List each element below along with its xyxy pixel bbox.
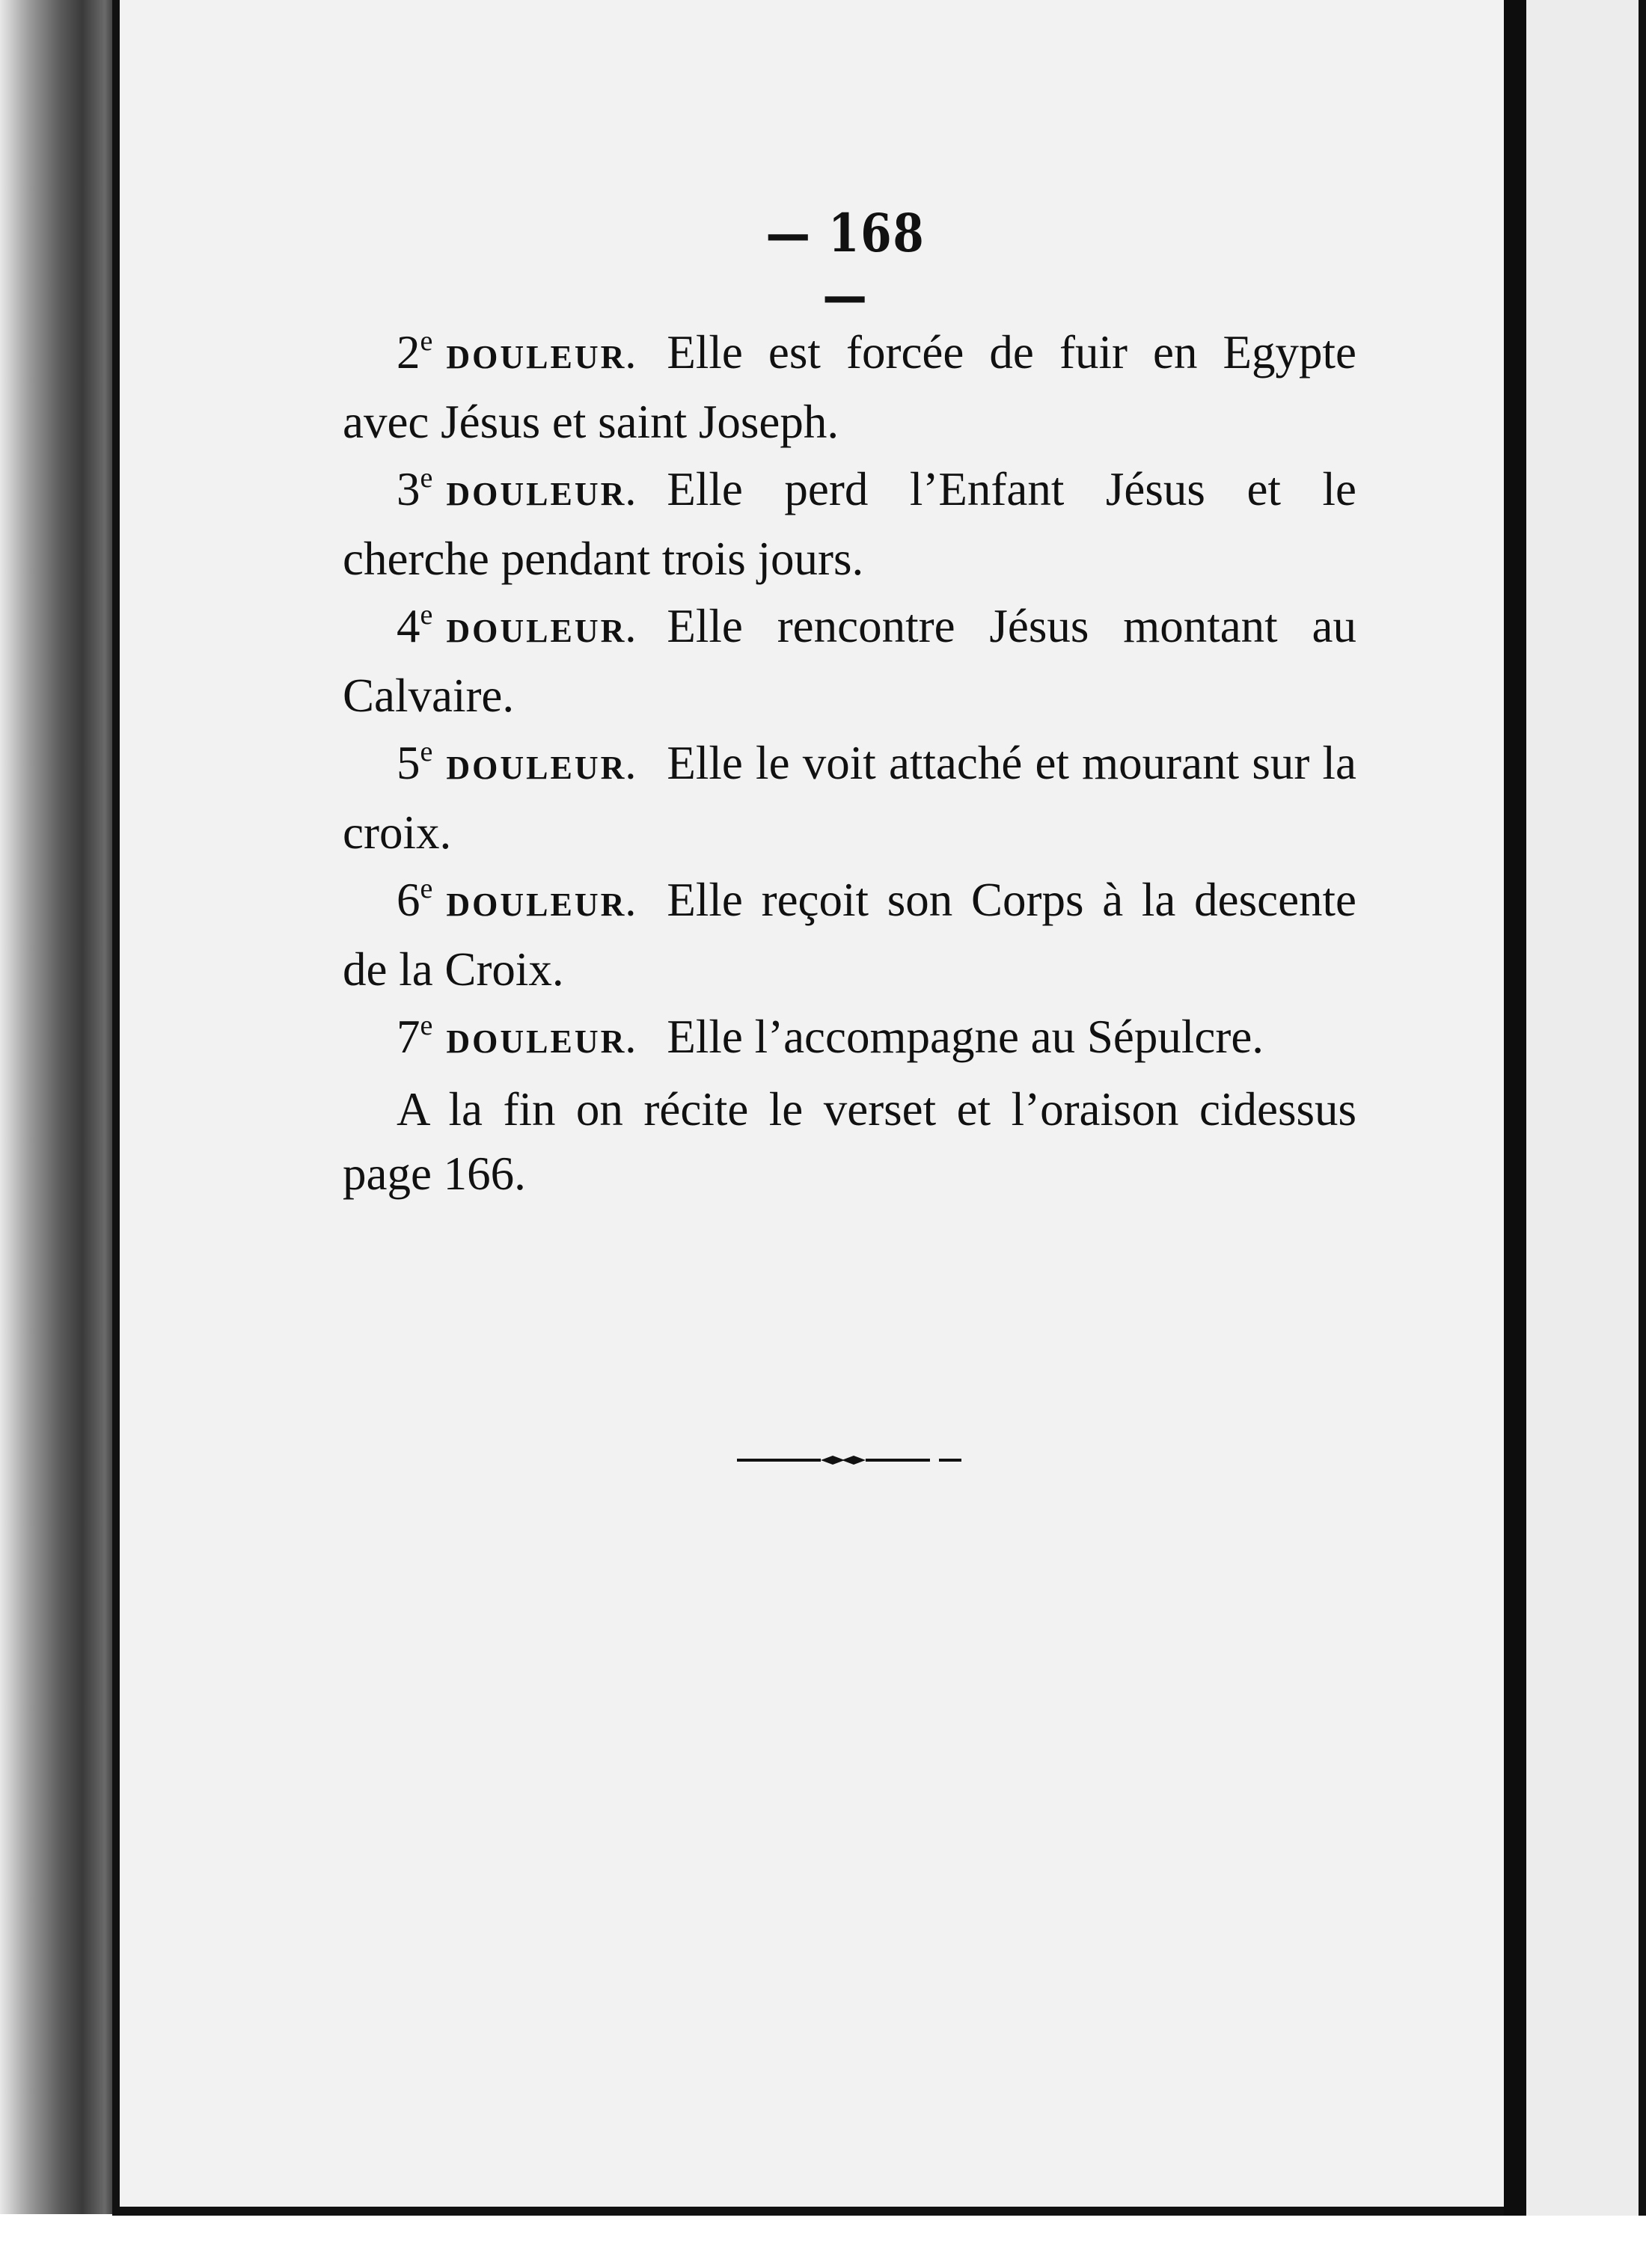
paragraph-text: Elle le voit attaché et mourant sur la croix. (343, 737, 1356, 859)
paragraph-douleur-6 (343, 868, 1356, 1002)
ordinal: 4 (397, 600, 420, 652)
ordinal-suffix: e (420, 1010, 433, 1041)
main-text (343, 320, 1356, 1209)
douleur-label: DOULEUR. (446, 476, 637, 512)
page-right-border (1504, 0, 1526, 2216)
paragraph-douleur-7 (343, 1005, 1356, 1074)
paragraph-text: Elle reçoit son Corps à la descente de la Croix. (343, 874, 1356, 996)
adjacent-page-line (1639, 0, 1646, 2216)
paragraph-text: Elle perd l’Enfant Jésus et le cherche pendant trois jours. (343, 463, 1356, 585)
paragraph-douleur-5 (343, 731, 1356, 865)
ordinal-suffix: e (420, 736, 433, 767)
ordinal-suffix: e (420, 462, 433, 494)
douleur-label: DOULEUR. (446, 1023, 637, 1060)
ordinal-suffix: e (420, 873, 433, 904)
page-bottom-edge (112, 2207, 1519, 2216)
ordinal: 3 (397, 463, 420, 515)
page-number: — 168 — (765, 202, 926, 326)
book-spine (0, 0, 120, 2214)
paragraph-douleur-2 (343, 320, 1356, 454)
douleur-label: DOULEUR. (446, 613, 637, 649)
ordinal-suffix: e (420, 599, 433, 631)
ordinal: 7 (397, 1011, 420, 1063)
ordinal: 5 (397, 737, 420, 789)
spine-edge-line (112, 0, 120, 2214)
closing-paragraph: A la fin on récite le verset et l’oraison cidessus page 166. (343, 1083, 1356, 1200)
adjacent-page-edge (1526, 0, 1646, 2216)
ordinal: 2 (397, 326, 420, 378)
douleur-label: DOULEUR. (446, 750, 637, 786)
paragraph-douleur-4 (343, 594, 1356, 728)
paragraph-text: Elle rencontre Jésus montant au Calvaire. (343, 600, 1356, 722)
ordinal-suffix: e (420, 325, 433, 357)
douleur-label: DOULEUR. (446, 886, 637, 923)
paragraph-text: Elle est forcée de fuir en Egypte avec Jésus et saint Joseph. (343, 326, 1356, 448)
paragraph-text: Elle l’accompagne au Sépulcre. (667, 1011, 1264, 1063)
ornament-divider (737, 1453, 961, 1468)
ordinal: 6 (397, 874, 420, 926)
paragraph-douleur-3 (343, 457, 1356, 591)
douleur-label: DOULEUR. (446, 339, 637, 376)
